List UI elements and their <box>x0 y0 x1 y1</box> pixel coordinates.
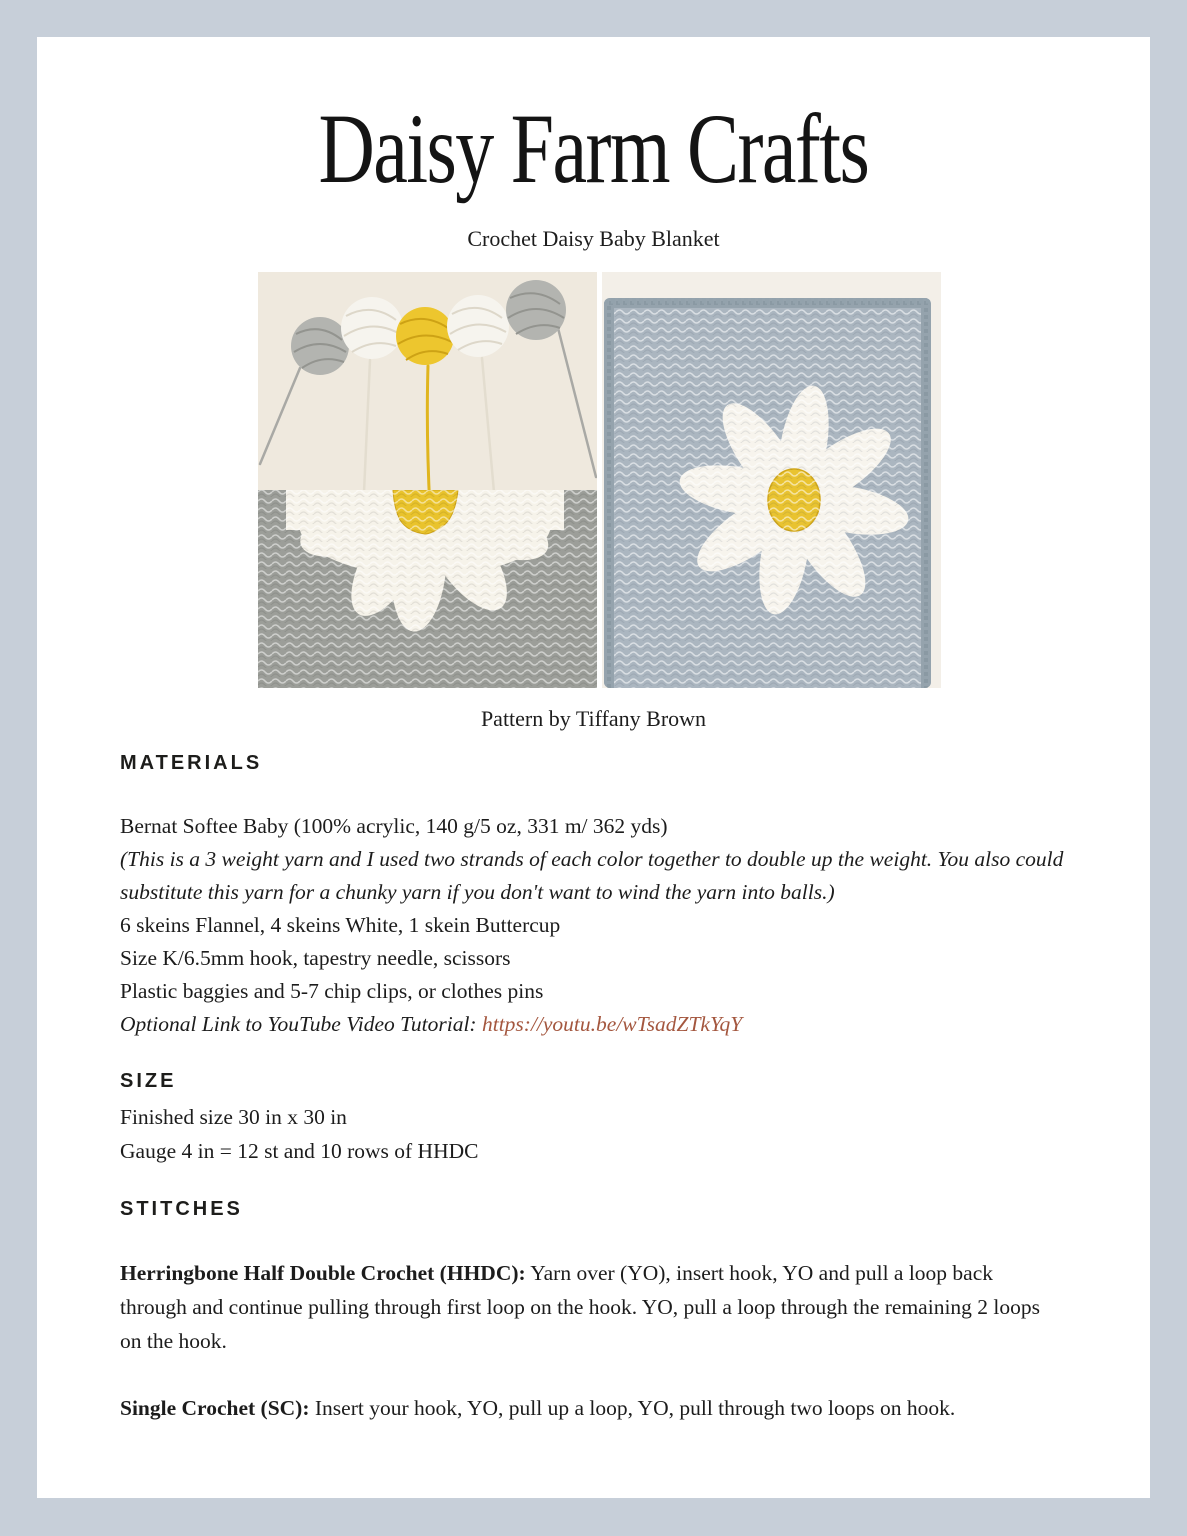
page-subtitle: Crochet Daisy Baby Blanket <box>467 226 720 251</box>
photo-row <box>258 272 941 688</box>
youtube-tutorial-link[interactable]: https://youtu.be/wTsadZTkYqY <box>481 1012 743 1036</box>
gauge-line: Gauge 4 in = 12 st and 10 rows of HHDC <box>120 1139 479 1163</box>
materials-note: (This is a 3 weight yarn and I used two strands of each color together to double up the weight. You also could substitute this yarn for a chunky yarn if you don't want to wind the yarn into balls.) <box>120 847 1064 904</box>
stitches-heading: STITCHES <box>120 1198 243 1220</box>
gray-yarn-ball-icon <box>291 317 349 375</box>
work-in-progress-photo <box>258 272 597 688</box>
materials-body <box>120 810 1065 1041</box>
materials-link-line <box>120 1008 1065 1041</box>
hhdc-definition: Yarn over (YO), insert hook, YO and pull a loop back through and continue pulling through first loop on the hook. YO, pull a loop through the remaining 2 loops on the hook. <box>120 1261 1041 1353</box>
sc-paragraph <box>120 1391 1065 1425</box>
hhdc-paragraph <box>120 1256 1065 1358</box>
white-yarn-ball-icon <box>341 297 403 359</box>
finished-blanket-photo <box>602 272 941 688</box>
finished-blanket <box>604 298 931 688</box>
materials-skeins-line: 6 skeins Flannel, 4 skeins White, 1 skein Buttercup <box>120 913 561 937</box>
size-body <box>120 1100 1065 1168</box>
hhdc-term: Herringbone Half Double Crochet (HHDC): <box>120 1261 526 1285</box>
finished-size-line: Finished size 30 in x 30 in <box>120 1105 347 1129</box>
materials-yarn-line: Bernat Softee Baby (100% acrylic, 140 g/5 oz, 331 m/ 362 yds) <box>120 814 668 838</box>
materials-baggies-line: Plastic baggies and 5-7 chip clips, or clothes pins <box>120 979 544 1003</box>
page-title: Daisy Farm Crafts <box>318 93 869 204</box>
size-heading: SIZE <box>120 1070 177 1092</box>
materials-hook-line: Size K/6.5mm hook, tapestry needle, scissors <box>120 946 511 970</box>
wip-blanket <box>258 472 597 688</box>
gray-yarn-ball-icon <box>506 280 566 340</box>
sc-definition: Insert your hook, YO, pull up a loop, YO, pull through two loops on hook. <box>309 1396 956 1420</box>
photo-caption: Pattern by Tiffany Brown <box>480 706 707 731</box>
sc-term: Single Crochet (SC): <box>120 1396 310 1420</box>
yellow-yarn-ball-icon <box>396 307 454 365</box>
materials-heading: MATERIALS <box>120 752 263 774</box>
white-yarn-ball-icon <box>447 295 509 357</box>
video-tutorial-label: Optional Link to YouTube Video Tutorial: <box>120 1012 482 1036</box>
